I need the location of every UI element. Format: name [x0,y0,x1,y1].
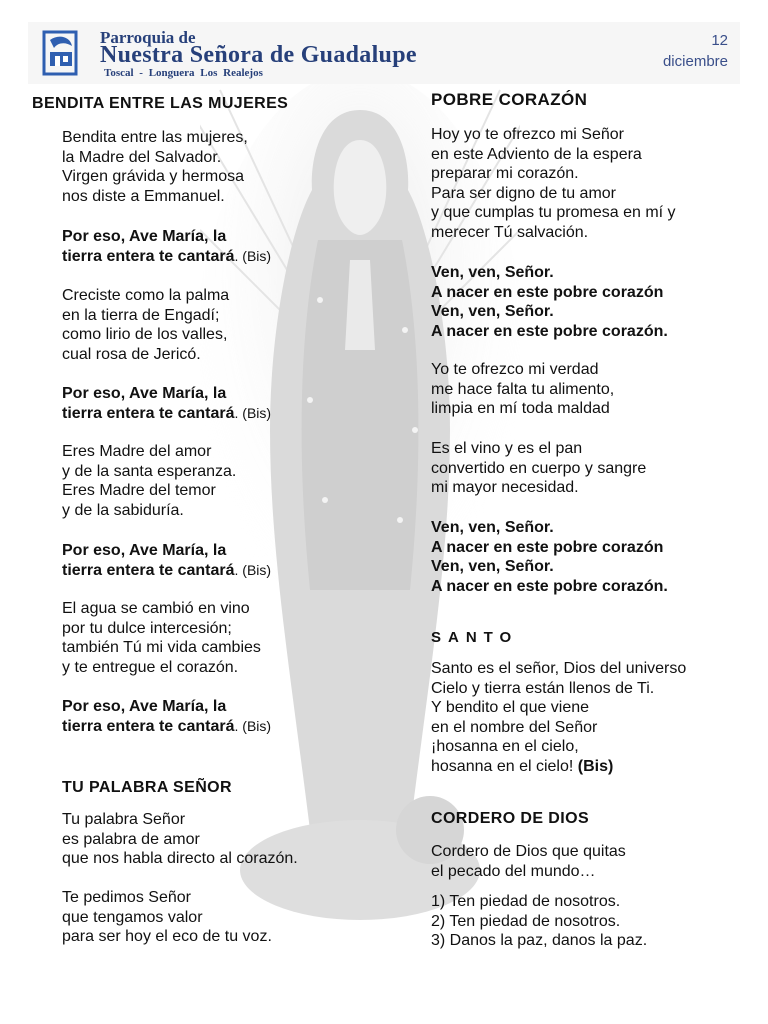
header-locations: Toscal - Longuera Los Realejos [104,67,263,79]
chorus-bis: . (Bis) [234,717,272,734]
song-title-santo: SANTO [431,629,519,646]
stanza-pobre-2: Yo te ofrezco mi verdad me hace falta tu alimento, limpia en mí toda maldad [431,361,615,418]
cordero-intro: Cordero de Dios que quitas el pecado del mundo… [431,843,626,880]
stanza-1: Bendita entre las mujeres, la Madre del Salvador. Virgen grávida y hermosa nos diste a Emmanuel. [62,129,248,205]
chorus-line-2: tierra entera te cantará [62,247,235,265]
header-date-month: diciembre [662,53,728,70]
stanza-tu-palabra-2: Te pedimos Señor que tengamos valor para ser hoy el eco de tu voz. [62,889,272,946]
chorus-4 [32,697,271,736]
stanza-tu-palabra-1: Tu palabra Señor es palabra de amor que nos habla directo al corazón. [62,811,298,868]
header-parish-name: Nuestra Señora de Guadalupe [100,42,417,68]
chorus-1 [32,227,271,266]
chorus-bis: . (Bis) [234,247,272,264]
chorus-pobre-2: Ven, ven, Señor. A nacer en este pobre corazón Ven, ven, Señor. A nacer en este pobre corazón. [431,519,668,595]
cordero-responses: 1) Ten piedad de nosotros. 2) Ten piedad de nosotros. 3) Danos la paz, danos la paz. [431,893,648,950]
song-title-bendita: BENDITA ENTRE LAS MUJERES [32,95,289,112]
chorus-line-1: Por eso, Ave María, la [62,542,227,559]
stanza-3: Eres Madre del amor y de la santa esperanza. Eres Madre del temor y de la sabiduría. [62,443,237,519]
chorus-3 [32,541,271,580]
header-date-day: 12 [711,32,728,49]
chorus-line-2: tierra entera te cantará [62,404,235,422]
song-title-tu-palabra: TU PALABRA SEÑOR [62,779,232,796]
header-parish-label: Parroquia de [100,28,196,47]
chorus-bis: . (Bis) [234,404,272,421]
chorus-bis: . (Bis) [234,561,272,578]
parish-header [28,22,740,84]
stanza-pobre-1: Hoy yo te ofrezco mi Señor en este Adviento de la espera preparar mi corazón. Para ser digno de tu amor y que cumplas tu promesa en mí y merecer Tú salvación. [431,126,676,241]
chorus-line-1: Por eso, Ave María, la [62,228,227,245]
left-column [32,95,412,946]
stanza-2: Creciste como la palma en la tierra de Engadí; como lirio de los valles, cual rosa de Jericó. [62,287,230,363]
santo-lyrics: Santo es el señor, Dios del universo Cielo y tierra están llenos de Ti. Y bendito el que viene en el nombre del Señor ¡hosanna en el cielo, hosanna en el cielo! [431,660,687,775]
chorus-pobre-1: Ven, ven, Señor. A nacer en este pobre corazón Ven, ven, Señor. A nacer en este pobre corazón. [431,264,668,340]
chorus-line-1: Por eso, Ave María, la [62,385,227,402]
stanza-4: El agua se cambió en vino por tu dulce intercesión; también Tú mi vida cambies y te entregue el corazón. [62,600,261,676]
parish-logo-icon [36,28,86,78]
chorus-line-1: Por eso, Ave María, la [62,698,227,715]
chorus-2 [32,384,271,423]
santo-text [431,659,751,777]
chorus-line-2: tierra entera te cantará [62,561,235,579]
chorus-line-2: tierra entera te cantará [62,717,235,735]
stanza-pobre-3: Es el vino y es el pan convertido en cuerpo y sangre mi mayor necesidad. [431,440,647,497]
song-title-pobre-corazon: POBRE CORAZÓN [431,90,588,109]
santo-bis: (Bis) [577,757,614,775]
song-title-cordero: CORDERO DE DIOS [431,810,590,827]
